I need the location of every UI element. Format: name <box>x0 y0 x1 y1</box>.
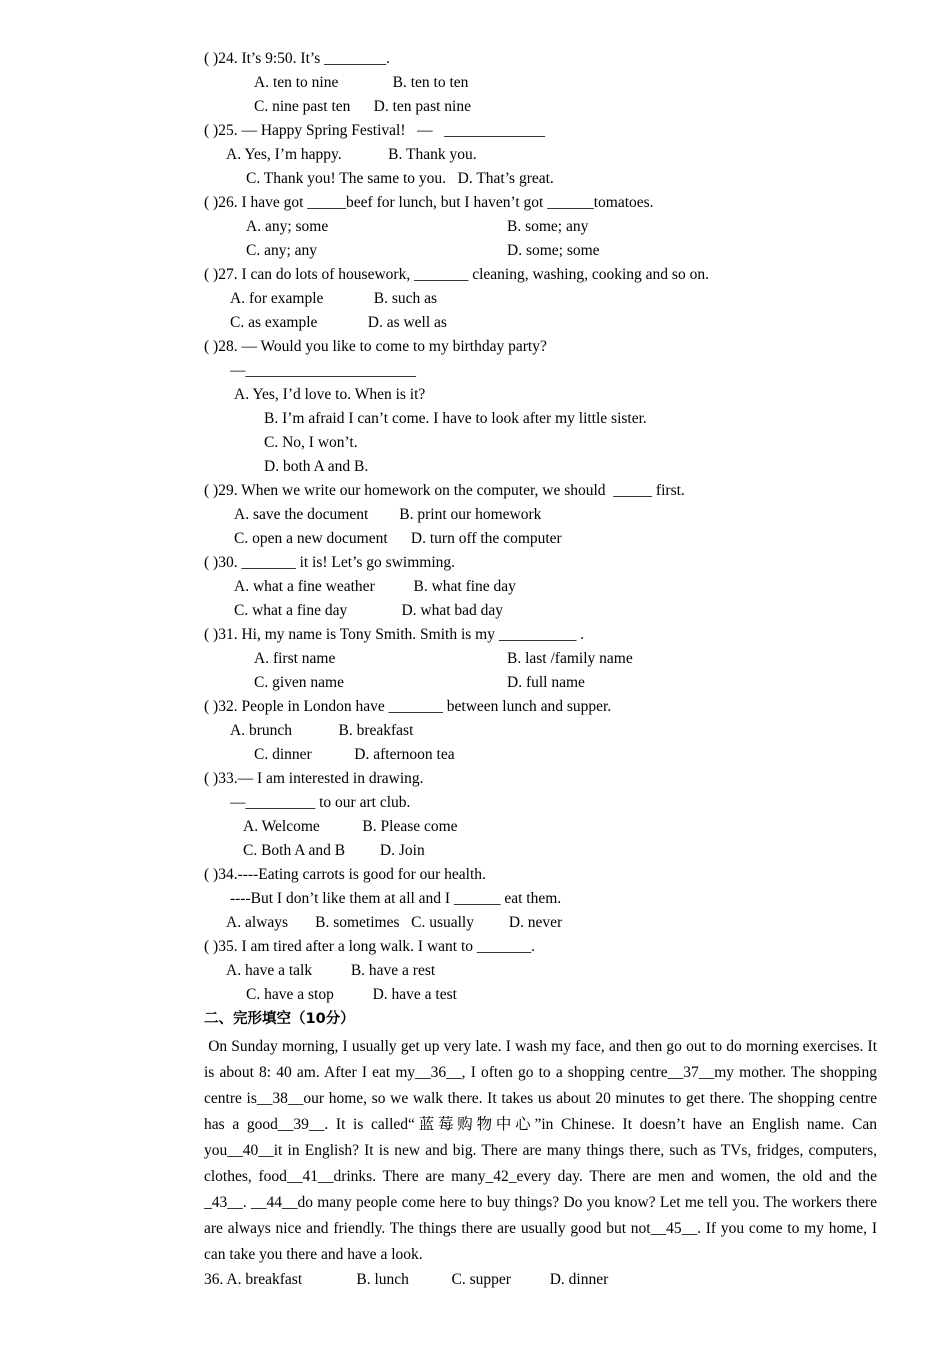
q29-options-row2: C. open a new document D. turn off the computer <box>234 530 562 547</box>
q27-options-row1: A. for example B. such as <box>230 290 438 307</box>
q32-options-row1: A. brunch B. breakfast <box>230 722 414 739</box>
passage-text: , I often go to a shopping centre <box>461 1064 668 1081</box>
q26-option-d: D. some; some <box>507 242 600 259</box>
q33-options-row1: A. Welcome B. Please come <box>243 818 458 835</box>
question-26: ( )26. I have got _____beef for lunch, but I haven’t got ______tomatoes. <box>204 194 654 211</box>
q26-option-b: B. some; any <box>507 218 589 235</box>
question-36-options: 36. A. breakfast B. lunch C. supper D. dinner <box>204 1271 609 1288</box>
blank-37: __37__ <box>667 1064 715 1081</box>
blank-39: __39__ <box>277 1116 325 1133</box>
blank-38: __38__ <box>256 1090 304 1107</box>
q33-answer-line: —_________ to our art club. <box>230 794 411 811</box>
q31-option-b: B. last /family name <box>507 650 633 667</box>
q28-option-a: A. Yes, I’d love to. When is it? <box>234 386 426 403</box>
q26-option-a: A. any; some <box>246 218 329 235</box>
q28-option-c: C. No, I won’t. <box>264 434 358 451</box>
q24-options-row1: A. ten to nine B. ten to ten <box>254 74 469 91</box>
passage-text: . <box>242 1194 247 1211</box>
q30-options-row2: C. what a fine day D. what bad day <box>234 602 504 619</box>
question-28: ( )28. — Would you like to come to my birthday party? <box>204 338 547 355</box>
q34-answer-line: ----But I don’t like them at all and I ______ eat them. <box>230 890 562 907</box>
question-30: ( )30. _______ it is! Let’s go swimming. <box>204 554 456 571</box>
passage-text: On Sunday morning, I usually get up very late. I wash my face, and then go out to do morning exercises. It is about 8: 40 am. After I eat my <box>204 1038 877 1081</box>
question-31: ( )31. Hi, my name is Tony Smith. Smith is my __________ . <box>204 626 585 643</box>
q28-answer-blank: —______________________ <box>230 362 416 379</box>
q24-options-row2: C. nine past ten D. ten past nine <box>254 98 471 115</box>
q32-options-row2: C. dinner D. afternoon tea <box>254 746 455 763</box>
passage-text: every day. There are men and women, the old and the <box>516 1168 878 1185</box>
passage-text: . If you come to my home, I can take you there and have a look. <box>204 1220 877 1263</box>
passage-text: it in English? It is new and big. There are many things there, such as TVs, fridges, computers, clothes, food <box>204 1142 877 1185</box>
q28-option-d: D. both A and B. <box>264 458 369 475</box>
passage-text: our home, so we walk there. It takes us about 20 minutes to get there. The shopping centre has a good <box>204 1090 877 1133</box>
cloze-passage <box>204 1034 877 1268</box>
passage-text: drinks. There are many <box>333 1168 486 1185</box>
q25-options-row2: C. Thank you! The same to you. D. That’s great. <box>246 170 554 187</box>
q25-options-row1: A. Yes, I’m happy. B. Thank you. <box>226 146 477 163</box>
question-29: ( )29. When we write our homework on the computer, we should _____ first. <box>204 482 685 499</box>
section-heading-cloze: 二、完形填空（10分） <box>204 1011 355 1027</box>
question-27: ( )27. I can do lots of housework, _______ cleaning, washing, cooking and so on. <box>204 266 709 283</box>
q31-option-d: D. full name <box>507 674 585 691</box>
q31-option-c: C. given name <box>254 674 344 691</box>
question-24: ( )24. It’s 9:50. It’s ________. <box>204 50 390 67</box>
blank-43: _43__ <box>204 1194 243 1211</box>
question-33: ( )33.— I am interested in drawing. <box>204 770 424 787</box>
q35-options-row2: C. have a stop D. have a test <box>246 986 457 1003</box>
q31-option-a: A. first name <box>254 650 336 667</box>
question-34: ( )34.----Eating carrots is good for our health. <box>204 866 486 883</box>
q27-options-row2: C. as example D. as well as <box>230 314 447 331</box>
question-35: ( )35. I am tired after a long walk. I want to _______. <box>204 938 536 955</box>
blank-41: __41__ <box>286 1168 334 1185</box>
q35-options-row1: A. have a talk B. have a rest <box>226 962 436 979</box>
q29-options-row1: A. save the document B. print our homework <box>234 506 542 523</box>
blank-40: __40__ <box>227 1142 274 1159</box>
blank-45: __45__ <box>650 1220 698 1237</box>
question-32: ( )32. People in London have _______ between lunch and supper. <box>204 698 612 715</box>
q26-option-c: C. any; any <box>246 242 318 259</box>
passage-text: . It is called“蓝莓购物中心”in Chinese. It doesn’t have an English name. Can you <box>204 1116 877 1159</box>
q34-options: A. always B. sometimes C. usually D. never <box>226 914 563 931</box>
question-25: ( )25. — Happy Spring Festival! — _____________ <box>204 122 545 139</box>
passage-text: do many people come here to buy things? Do you know? Let me tell you. The workers there are always nice and friendly. The things there are usually good but not <box>204 1194 877 1237</box>
blank-42: _42_ <box>485 1168 517 1185</box>
q28-option-b: B. I’m afraid I can’t come. I have to look after my little sister. <box>264 410 647 427</box>
blank-44: __44__ <box>250 1194 298 1211</box>
q33-options-row2: C. Both A and B D. Join <box>243 842 425 859</box>
q30-options-row1: A. what a fine weather B. what fine day <box>234 578 516 595</box>
blank-36: __36__ <box>415 1064 462 1081</box>
passage-text: my mother. The shopping centre is <box>204 1064 878 1107</box>
